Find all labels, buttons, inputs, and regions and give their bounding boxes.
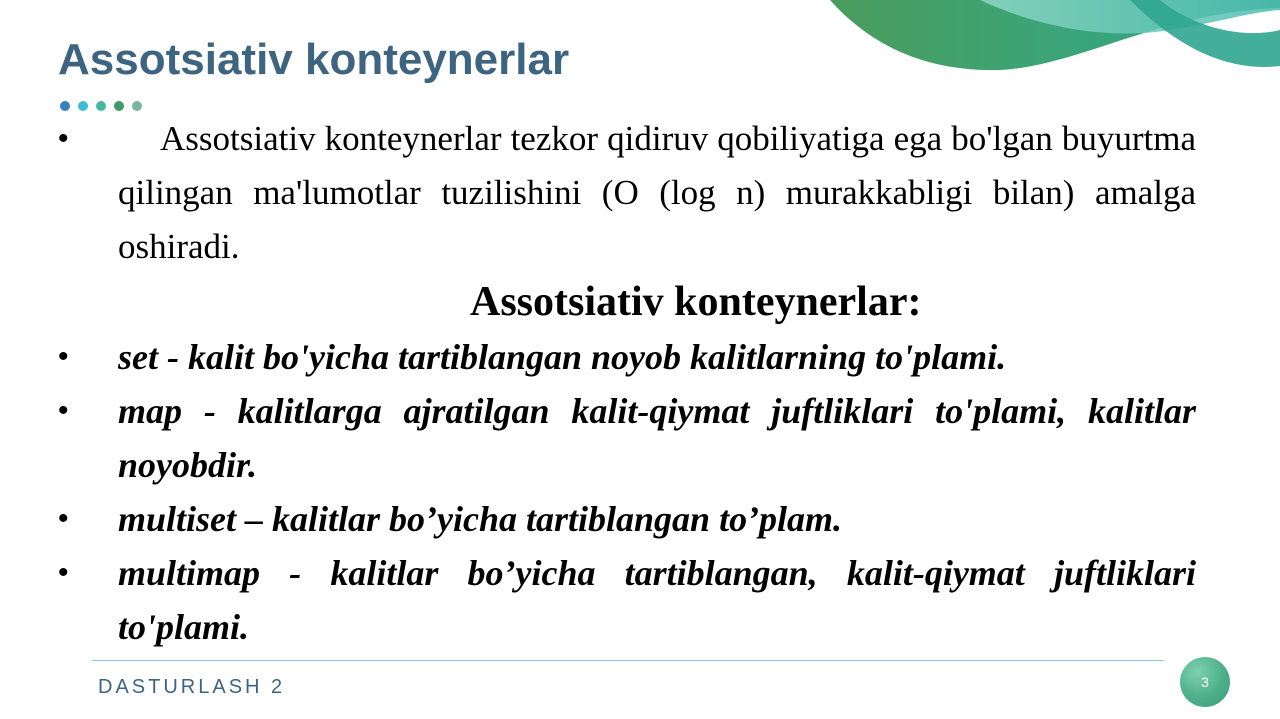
page-number-badge: 3: [1180, 657, 1230, 707]
bullet: •: [58, 394, 69, 427]
accent-dot: [78, 101, 88, 111]
bullet: •: [58, 502, 69, 535]
accent-dot: [96, 101, 106, 111]
list-item-map: [0, 384, 1196, 492]
section-subtitle: Assotsiativ konteynerlar:: [470, 279, 922, 325]
list-item-multiset: [0, 492, 1196, 546]
decorative-wave: [830, 0, 1280, 80]
bullet: •: [58, 122, 69, 155]
intro-paragraph: [0, 112, 1196, 274]
list-item-text: multiset – kalitlar bo’yicha tartiblangan to’plam.: [118, 499, 843, 539]
accent-dot: [132, 101, 142, 111]
intro-text: Assotsiativ konteynerlar tezkor qidiruv qobiliyatiga ega bo'lgan buyurtma qilingan ma'lumotlar tuzilishini (O (log n) murakkabligi bilan) amalga oshiradi.: [118, 119, 1196, 266]
title-accent-dots: [60, 101, 142, 111]
list-item-set: [0, 330, 1196, 384]
slide-body: [0, 112, 1280, 654]
list-item-text: map - kalitlarga ajratilgan kalit-qiymat juftliklari to'plami, kalitlar noyobdir.: [118, 391, 1196, 485]
list-item-text: multimap - kalitlar bo’yicha tartiblangan, kalit-qiymat juftliklari to'plami.: [118, 553, 1196, 647]
accent-dot: [60, 101, 70, 111]
list-item-text: set - kalit bo'yicha tartiblangan noyob kalitlarning to'plami.: [118, 337, 1007, 377]
bullet: •: [58, 340, 69, 373]
slide-title: Assotsiativ konteynerlar: [58, 35, 570, 84]
footer-divider: [92, 660, 1164, 661]
footer-label: DASTURLASH 2: [98, 676, 286, 698]
list-item-multimap: [0, 546, 1196, 654]
accent-dot: [114, 101, 124, 111]
bullet: •: [58, 556, 69, 589]
